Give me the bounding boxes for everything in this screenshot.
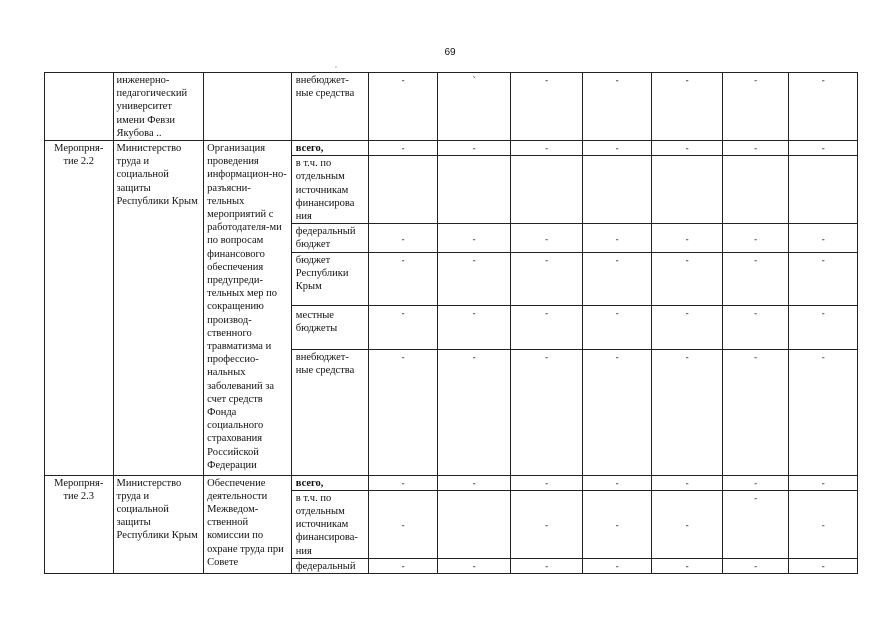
value-cell: - <box>582 141 652 156</box>
value-cell: - <box>722 252 788 305</box>
value-cell: - <box>582 252 652 305</box>
budget-table <box>44 72 858 574</box>
value-cell: - <box>369 490 438 558</box>
value-cell: - <box>511 252 583 305</box>
value-cell: - <box>789 349 858 475</box>
value-cell: - <box>652 141 723 156</box>
executor-cell: Министерство труда и социальной защиты Республики Крым <box>113 475 204 573</box>
source-cell: внебюджет-ные средства <box>291 349 369 475</box>
value-cell: - <box>582 558 652 573</box>
event-code-cell: Меропрня-тие 2.3 <box>45 475 114 573</box>
value-cell: - <box>789 305 858 349</box>
value-cell: - <box>652 349 723 475</box>
value-cell: - <box>789 73 858 141</box>
value-cell: - <box>652 224 723 252</box>
value-cell: - <box>582 349 652 475</box>
value-cell: - <box>789 252 858 305</box>
value-cell <box>789 156 858 224</box>
value-cell: - <box>722 141 788 156</box>
value-cell: - <box>722 475 788 490</box>
value-cell: - <box>789 475 858 490</box>
source-total-cell: всего, <box>291 141 369 156</box>
value-cell: - <box>369 141 438 156</box>
value-cell: - <box>369 558 438 573</box>
value-cell: - <box>511 475 583 490</box>
source-cell: в т.ч. по отдельным источникам финансирова ния <box>291 156 369 224</box>
value-cell: - <box>369 73 438 141</box>
value-cell <box>511 156 583 224</box>
source-cell: в т.ч. по отдельным источникам финансирова-ния <box>291 490 369 558</box>
value-cell: - <box>511 558 583 573</box>
value-cell: - <box>437 475 511 490</box>
value-cell: - <box>652 305 723 349</box>
value-cell: - <box>722 224 788 252</box>
value-cell: - <box>652 558 723 573</box>
value-cell: - <box>722 73 788 141</box>
value-cell: - <box>511 349 583 475</box>
value-cell: - <box>369 349 438 475</box>
value-cell: - <box>582 305 652 349</box>
description-cell: Организация проведения информацион-но-разъясни-тельных мероприятий с работодателя-ми по вопросам финансового обеспечения предупреди-тельных мер по сокращению производ-ственного травматизма и профессио-нальных заболеваний за счет средств Фонда социального страхования Российской Федерации <box>204 141 292 476</box>
value-cell <box>437 156 511 224</box>
value-cell <box>369 156 438 224</box>
value-cell: - <box>722 349 788 475</box>
value-cell: - <box>582 490 652 558</box>
value-cell: - <box>437 224 511 252</box>
value-cell: - <box>789 224 858 252</box>
source-cell: федеральный <box>291 558 369 573</box>
value-cell: - <box>511 490 583 558</box>
value-cell: - <box>652 475 723 490</box>
value-cell: - <box>652 252 723 305</box>
value-cell <box>582 156 652 224</box>
value-cell: - <box>722 305 788 349</box>
value-cell: - <box>437 305 511 349</box>
value-cell: - <box>369 305 438 349</box>
value-cell: - <box>369 475 438 490</box>
value-cell: - <box>437 349 511 475</box>
value-cell: - <box>582 73 652 141</box>
value-cell: - <box>789 490 858 558</box>
value-cell: - <box>722 558 788 573</box>
table-row <box>45 141 858 156</box>
source-cell: бюджет Республики Крым <box>291 252 369 305</box>
description-cell <box>204 73 292 141</box>
value-cell <box>652 156 723 224</box>
table-row <box>45 475 858 490</box>
value-cell: - <box>511 141 583 156</box>
value-cell: - <box>582 475 652 490</box>
event-code-cell: Меропрня-тие 2.2 <box>45 141 114 476</box>
value-cell: - <box>722 490 788 558</box>
source-cell: федеральный бюджет <box>291 224 369 252</box>
source-cell: местные бюджеты <box>291 305 369 349</box>
source-cell: внебюджет-ные средства <box>291 73 369 141</box>
value-cell: - <box>369 252 438 305</box>
scan-mark: , <box>335 60 337 69</box>
executor-cell: инженерно-педагогический университет имени Февзи Якубова .. <box>113 73 204 141</box>
value-cell: - <box>437 558 511 573</box>
table-row <box>45 73 858 141</box>
description-cell: Обеспечение деятельности Межведом-ственной комиссии по охране труда при Совете <box>204 475 292 573</box>
value-cell: - <box>511 224 583 252</box>
value-cell: - <box>511 305 583 349</box>
source-total-cell: всего, <box>291 475 369 490</box>
page-number: 69 <box>444 47 456 58</box>
value-cell: - <box>511 73 583 141</box>
value-cell: - <box>789 558 858 573</box>
value-cell: - <box>652 490 723 558</box>
value-cell: - <box>582 224 652 252</box>
value-cell: ` <box>437 73 511 141</box>
executor-cell: Министерство труда и социальной защиты Республики Крым <box>113 141 204 476</box>
value-cell: - <box>652 73 723 141</box>
value-cell <box>437 490 511 558</box>
value-cell: - <box>437 252 511 305</box>
code-cell <box>45 73 114 141</box>
value-cell: - <box>369 224 438 252</box>
value-cell: - <box>437 141 511 156</box>
value-cell <box>722 156 788 224</box>
value-cell: - <box>789 141 858 156</box>
